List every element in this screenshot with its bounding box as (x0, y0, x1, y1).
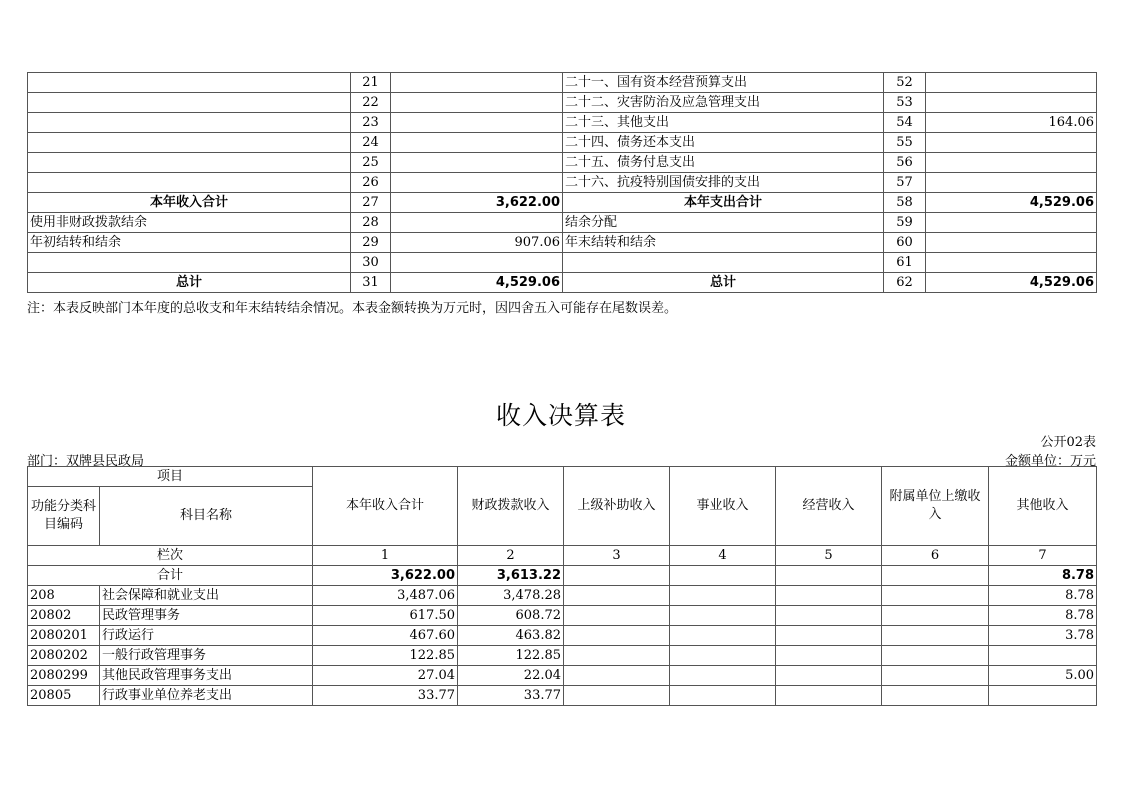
total-value (776, 566, 882, 586)
left-item: 本年收入合计 (28, 193, 351, 213)
right-row-number: 53 (884, 93, 926, 113)
amount-cell (564, 646, 670, 666)
table-row (28, 233, 1097, 253)
left-item (28, 173, 351, 193)
form-number: 公开02表 (1040, 435, 1096, 450)
right-amount (926, 253, 1097, 273)
amount-cell (670, 606, 776, 626)
amount-cell (989, 646, 1097, 666)
amount-cell: 27.04 (313, 666, 458, 686)
left-amount (391, 113, 563, 133)
table-row (28, 646, 1097, 666)
right-item: 年末结转和结余 (563, 233, 884, 253)
amount-cell: 617.50 (313, 606, 458, 626)
amount-cell (670, 666, 776, 686)
amount-cell (776, 686, 882, 706)
column-index-number: 6 (882, 546, 989, 566)
total-value: 3,622.00 (313, 566, 458, 586)
right-row-number: 56 (884, 153, 926, 173)
left-row-number: 26 (351, 173, 391, 193)
left-row-number: 21 (351, 73, 391, 93)
left-row-number: 27 (351, 193, 391, 213)
header-affiliated: 附属单位上缴收入 (882, 467, 989, 546)
amount-cell (564, 686, 670, 706)
column-index-number: 5 (776, 546, 882, 566)
right-amount (926, 153, 1097, 173)
left-item (28, 113, 351, 133)
left-row-number: 30 (351, 253, 391, 273)
header-superior: 上级补助收入 (564, 467, 670, 546)
amount-cell (882, 646, 989, 666)
table-row (28, 193, 1097, 213)
amount-cell (989, 686, 1097, 706)
amount-cell: 22.04 (458, 666, 564, 686)
column-index-number: 4 (670, 546, 776, 566)
right-amount (926, 93, 1097, 113)
total-value (882, 566, 989, 586)
left-item (28, 93, 351, 113)
column-index-number: 2 (458, 546, 564, 566)
right-amount (926, 213, 1097, 233)
right-row-number: 58 (884, 193, 926, 213)
header-total: 本年收入合计 (313, 467, 458, 546)
right-item: 总计 (563, 273, 884, 293)
amount-cell: 467.60 (313, 626, 458, 646)
left-amount (391, 213, 563, 233)
table-row (28, 73, 1097, 93)
table-row (28, 153, 1097, 173)
table-row (28, 113, 1097, 133)
income-table (27, 466, 1097, 706)
left-row-number: 22 (351, 93, 391, 113)
left-amount: 907.06 (391, 233, 563, 253)
right-row-number: 57 (884, 173, 926, 193)
left-row-number: 28 (351, 213, 391, 233)
table-row (28, 686, 1097, 706)
table-row (28, 133, 1097, 153)
unit-label: 金额单位：万元 (1004, 454, 1096, 469)
amount-cell (882, 686, 989, 706)
amount-cell (882, 626, 989, 646)
amount-cell (670, 646, 776, 666)
amount-cell (882, 586, 989, 606)
left-row-number: 29 (351, 233, 391, 253)
amount-cell: 122.85 (313, 646, 458, 666)
table-row (28, 626, 1097, 646)
left-row-number: 25 (351, 153, 391, 173)
amount-cell: 608.72 (458, 606, 564, 626)
amount-cell (776, 626, 882, 646)
left-row-number: 23 (351, 113, 391, 133)
column-index-number: 1 (313, 546, 458, 566)
total-value: 3,613.22 (458, 566, 564, 586)
subject-name: 行政事业单位养老支出 (100, 686, 313, 706)
table-row (28, 253, 1097, 273)
right-item (563, 253, 884, 273)
right-row-number: 60 (884, 233, 926, 253)
amount-cell: 3,478.28 (458, 586, 564, 606)
right-item: 二十六、抗疫特别国债安排的支出 (563, 173, 884, 193)
left-item (28, 73, 351, 93)
subject-name: 其他民政管理事务支出 (100, 666, 313, 686)
right-amount: 164.06 (926, 113, 1097, 133)
right-row-number: 61 (884, 253, 926, 273)
amount-cell (564, 666, 670, 686)
amount-cell: 8.78 (989, 606, 1097, 626)
right-amount (926, 173, 1097, 193)
header-item: 项目 (28, 467, 313, 487)
table-row (28, 93, 1097, 113)
right-item: 本年支出合计 (563, 193, 884, 213)
subject-code: 2080201 (28, 626, 100, 646)
subject-code: 20805 (28, 686, 100, 706)
left-item (28, 153, 351, 173)
header-fiscal: 财政拨款收入 (458, 467, 564, 546)
table-row (28, 173, 1097, 193)
left-amount (391, 173, 563, 193)
table-row (28, 666, 1097, 686)
header-business: 事业收入 (670, 467, 776, 546)
amount-cell (776, 606, 882, 626)
subject-code: 208 (28, 586, 100, 606)
right-amount: 4,529.06 (926, 273, 1097, 293)
subject-name: 民政管理事务 (100, 606, 313, 626)
amount-cell: 122.85 (458, 646, 564, 666)
right-amount: 4,529.06 (926, 193, 1097, 213)
table-row (28, 606, 1097, 626)
amount-cell: 33.77 (313, 686, 458, 706)
right-row-number: 62 (884, 273, 926, 293)
amount-cell (882, 606, 989, 626)
table-row (28, 273, 1097, 293)
total-row (28, 566, 1097, 586)
right-item: 二十三、其他支出 (563, 113, 884, 133)
total-label: 合计 (28, 566, 313, 586)
left-row-number: 31 (351, 273, 391, 293)
right-row-number: 59 (884, 213, 926, 233)
table-note: 注：本表反映部门本年度的总收支和年末结转结余情况。本表金额转换为万元时，因四舍五入可能存在尾数误差。 (27, 301, 678, 316)
column-index-label: 栏次 (28, 546, 313, 566)
table-row (28, 213, 1097, 233)
left-item (28, 133, 351, 153)
right-amount (926, 233, 1097, 253)
left-amount (391, 73, 563, 93)
left-item: 年初结转和结余 (28, 233, 351, 253)
amount-cell: 3.78 (989, 626, 1097, 646)
amount-cell: 8.78 (989, 586, 1097, 606)
right-item: 二十二、灾害防治及应急管理支出 (563, 93, 884, 113)
subject-code: 2080202 (28, 646, 100, 666)
subject-name: 社会保障和就业支出 (100, 586, 313, 606)
amount-cell (670, 626, 776, 646)
header-name: 科目名称 (100, 487, 313, 546)
left-amount: 3,622.00 (391, 193, 563, 213)
amount-cell (670, 686, 776, 706)
column-index-number: 3 (564, 546, 670, 566)
right-item: 二十四、债务还本支出 (563, 133, 884, 153)
amount-cell (882, 666, 989, 686)
right-row-number: 52 (884, 73, 926, 93)
column-index-number: 7 (989, 546, 1097, 566)
subject-code: 2080299 (28, 666, 100, 686)
left-amount (391, 253, 563, 273)
amount-cell (776, 586, 882, 606)
total-value (670, 566, 776, 586)
table-row (28, 586, 1097, 606)
subject-name: 一般行政管理事务 (100, 646, 313, 666)
amount-cell (564, 606, 670, 626)
left-item (28, 253, 351, 273)
left-item: 总计 (28, 273, 351, 293)
amount-cell (670, 586, 776, 606)
right-item: 结余分配 (563, 213, 884, 233)
right-item: 二十五、债务付息支出 (563, 153, 884, 173)
amount-cell: 33.77 (458, 686, 564, 706)
left-amount: 4,529.06 (391, 273, 563, 293)
summary-table (27, 72, 1097, 293)
right-row-number: 54 (884, 113, 926, 133)
header-operating: 经营收入 (776, 467, 882, 546)
page-title: 收入决算表 (495, 401, 626, 430)
right-item: 二十一、国有资本经营预算支出 (563, 73, 884, 93)
left-amount (391, 93, 563, 113)
amount-cell: 3,487.06 (313, 586, 458, 606)
department-label: 部门：双牌县民政局 (27, 454, 145, 469)
subject-name: 行政运行 (100, 626, 313, 646)
amount-cell (564, 626, 670, 646)
left-item: 使用非财政拨款结余 (28, 213, 351, 233)
right-amount (926, 73, 1097, 93)
amount-cell: 463.82 (458, 626, 564, 646)
left-amount (391, 133, 563, 153)
left-row-number: 24 (351, 133, 391, 153)
right-row-number: 55 (884, 133, 926, 153)
total-value (564, 566, 670, 586)
amount-cell (776, 646, 882, 666)
total-value: 8.78 (989, 566, 1097, 586)
amount-cell (776, 666, 882, 686)
subject-code: 20802 (28, 606, 100, 626)
column-index-row (28, 546, 1097, 566)
left-amount (391, 153, 563, 173)
amount-cell: 5.00 (989, 666, 1097, 686)
right-amount (926, 133, 1097, 153)
header-other: 其他收入 (989, 467, 1097, 546)
amount-cell (564, 586, 670, 606)
header-code: 功能分类科目编码 (28, 487, 100, 546)
